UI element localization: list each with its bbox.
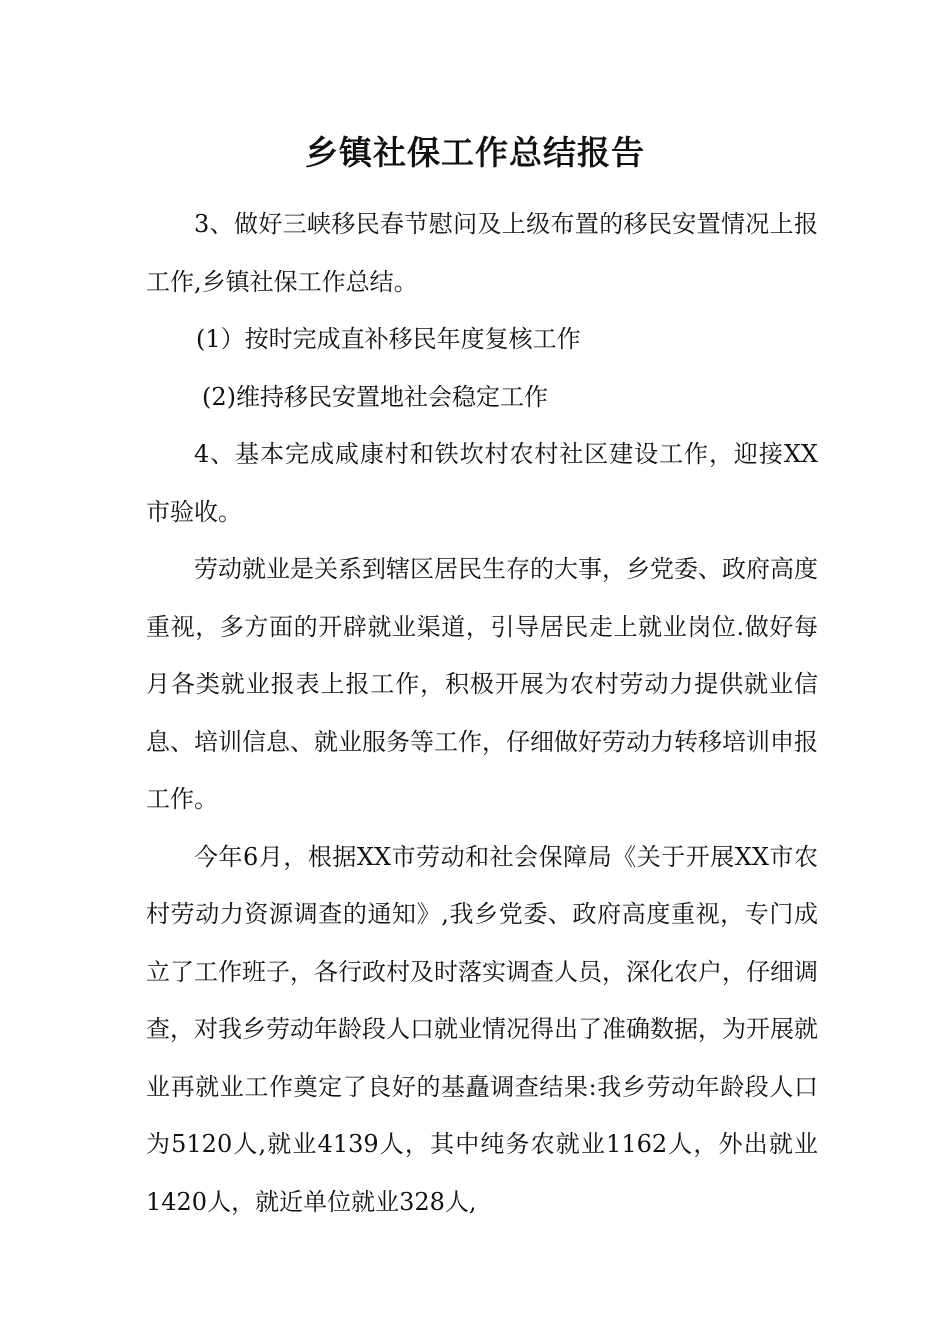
paragraph-survey-results: 今年6月，根据XX市劳动和社会保障局《关于开展XX市农村劳动力资源调查的通知》,我乡党委、政府高度重视，专门成立了工作班子，各行政村及时落实调查人员，深化农户，仔细调查，对我乡劳动年龄段人口就业情况得出了准确数据，为开展就业再就业工作奠定了良好的基矗调查结果:我乡劳动年龄段人口为5120人,就业4139人，其中纯务农就业1162人，外出就业1420人，就近单位就业328人,: [146, 842, 818, 1216]
paragraph-subitem-1: (1）按时完成直补移民年度复核工作: [196, 325, 581, 353]
paragraph-subitem-2: (2)维持移民安置地社会稳定工作: [202, 382, 548, 411]
paragraph-item-3: 3、做好三峡移民春节慰问及上级布置的移民安置情况上报工作,乡镇社保工作总结。: [146, 210, 818, 296]
paragraph-labor-employment: 劳动就业是关系到辖区居民生存的大事，乡党委、政府高度重视，多方面的开辟就业渠道，引导居民走上就业岗位.做好每月各类就业报表上报工作，积极开展为农村劳动力提供就业信息、培训信息、就业服务等工作，仔细做好劳动力转移培训申报工作。: [146, 555, 818, 813]
document-title: 乡镇社保工作总结报告: [305, 133, 645, 172]
document-body: [146, 196, 818, 1231]
paragraph-item-4: 4、基本完成咸康村和铁坎村农村社区建设工作，迎接XX市验收。: [146, 440, 818, 526]
